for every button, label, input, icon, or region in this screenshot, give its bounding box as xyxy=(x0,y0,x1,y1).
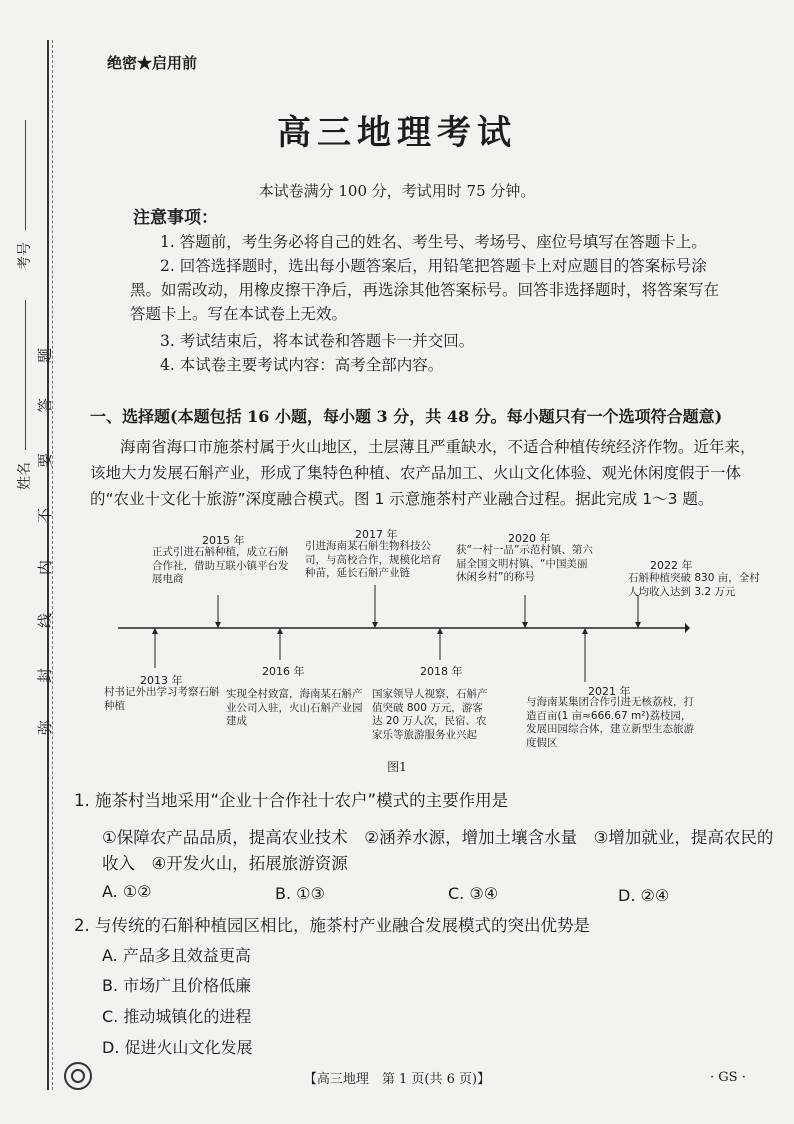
notice-heading: 注意事项： xyxy=(133,208,218,228)
seal-char: 不 xyxy=(36,507,55,524)
figure-caption: 图1 xyxy=(387,760,407,774)
timeline-arrow-2013 xyxy=(152,628,158,634)
timeline-arrow-2015 xyxy=(215,622,221,628)
answer-option[interactable]: A. 产品多且效益更高 xyxy=(102,946,251,965)
seal-char: 封 xyxy=(36,667,55,684)
timeline-arrow-2020 xyxy=(522,622,528,628)
page-footer: 【高三地理 第 1 页(共 6 页)】 xyxy=(303,1072,491,1087)
answer-option[interactable]: B. 市场广且价格低廉 xyxy=(102,976,252,995)
question-stem: 2. 与传统的石斛种植园区相比，施茶村产业融合发展模式的突出优势是 xyxy=(74,916,590,935)
timeline-year: 2020 年 xyxy=(508,532,551,545)
confidential-mark: 绝密★启用前 xyxy=(107,54,198,72)
timeline-arrow-2018 xyxy=(437,628,443,634)
timeline-year: 2013 年 xyxy=(140,674,183,687)
timeline-event: 与海南某集团合作引进无核荔枝，打造百亩(1 亩≈666.67 m²)荔枝园，发展田园综合体，建立新型生态旅游度假区 xyxy=(526,696,694,749)
timeline-arrow-2017 xyxy=(372,622,378,628)
timeline-year: 2017 年 xyxy=(355,528,398,541)
answer-option[interactable]: B. ①③ xyxy=(275,884,325,903)
timeline-event: 村书记外出学习考察石斛种植 xyxy=(104,686,220,712)
notice-item: 3. 考试结束后，将本试卷和答题卡一并交回。 xyxy=(160,332,475,350)
answer-option[interactable]: A. ①② xyxy=(102,882,152,901)
question-stem: 1. 施茶村当地采用“企业十合作社十农户”模式的主要作用是 xyxy=(74,791,509,810)
notice-item-cont: 答题卡上。写在本试卷上无效。 xyxy=(130,305,348,323)
seal-char: 线 xyxy=(36,612,55,629)
timeline-year: 2021 年 xyxy=(588,685,631,698)
timeline-event: 正式引进石斛种植，成立石斛合作社，借助互联小镇平台发展电商 xyxy=(152,546,289,586)
notice-item: 1. 答题前，考生务必将自己的姓名、考生号、考场号、座位号填写在答题卡上。 xyxy=(160,233,707,251)
name-label: 姓名 xyxy=(17,462,33,490)
timeline-event: 实现全村致富，海南某石斛产业公司入驻，火山石斛产业园建成 xyxy=(226,688,363,728)
timeline-event: 国家领导人视察，石斛产值突破 800 万元，游客达 20 万人次，民宿、农家乐等旅游服务业兴起 xyxy=(372,688,488,741)
seal-char: 内 xyxy=(36,559,55,576)
reading-passage: 海南省海口市施茶村属于火山地区，土层薄且严重缺水，不适合种植传统经济作物。近年来，该地大力发展石斛产业，形成了集特色种植、农产品加工、火山文化体验、观光休闲度假于一体的“农业十文化十旅游”深度融合模式。图 1 示意施茶村产业融合过程。据此完成 1～3 题。 xyxy=(90,438,756,509)
seal-char: 题 xyxy=(36,347,55,364)
question-statements-cont: 收入 ④开发火山，拓展旅游资源 xyxy=(102,854,348,873)
timeline-arrowhead xyxy=(685,623,690,633)
answer-option[interactable]: D. ②④ xyxy=(618,886,670,905)
timeline-year: 2022 年 xyxy=(650,559,693,572)
timeline-event: 石斛种植突破 830 亩，全村人均收入达到 3.2 万元 xyxy=(628,572,760,598)
answer-option[interactable]: C. 推动城镇化的进程 xyxy=(102,1007,252,1026)
timeline-arrow-2022 xyxy=(635,622,641,628)
exam-number-label: 考号 xyxy=(17,242,33,270)
timeline-arrow-2021 xyxy=(582,628,588,634)
page-title: 高三地理考试 xyxy=(277,113,517,153)
timeline-year: 2018 年 xyxy=(420,665,463,678)
exam-info: 本试卷满分 100 分，考试用时 75 分钟。 xyxy=(258,182,536,200)
timeline-event: 获“一村一品”示范村镇、第六届全国文明村镇、“中国美丽休闲乡村”的称号 xyxy=(456,544,593,584)
notice-item: 2. 回答选择题时，选出每小题答案后，用铅笔把答题卡上对应题目的答案标号涂 xyxy=(160,257,707,275)
timeline-event: 引进海南某石斛生物科技公司，与高校合作，规模化培育种苗，延长石斛产业链 xyxy=(305,540,442,580)
seal-char: 要 xyxy=(36,452,55,469)
answer-option[interactable]: D. 促进火山文化发展 xyxy=(102,1038,253,1057)
name-blank xyxy=(25,300,26,450)
paper-code: · GS · xyxy=(710,1070,746,1085)
timeline-arrow-2016 xyxy=(277,628,283,634)
seal-char: 弥 xyxy=(36,719,55,736)
timeline-year: 2015 年 xyxy=(202,534,245,547)
section-heading: 一、选择题(本题包括 16 小题，每小题 3 分，共 48 分。每小题只有一个选项符合题意) xyxy=(90,407,723,426)
timeline-year: 2016 年 xyxy=(262,665,305,678)
question-statements: ①保障农产品品质，提高农业技术 ②涵养水源，增加土壤含水量 ③增加就业，提高农民的 xyxy=(102,828,774,847)
notice-item: 4. 本试卷主要考试内容：高考全部内容。 xyxy=(160,356,444,374)
answer-option[interactable]: C. ③④ xyxy=(448,884,499,903)
notice-item-cont: 黑。如需改动，用橡皮擦干净后，再选涂其他答案标号。回答非选择题时，将答案写在 xyxy=(130,281,720,299)
seal-char: 答 xyxy=(36,397,55,414)
